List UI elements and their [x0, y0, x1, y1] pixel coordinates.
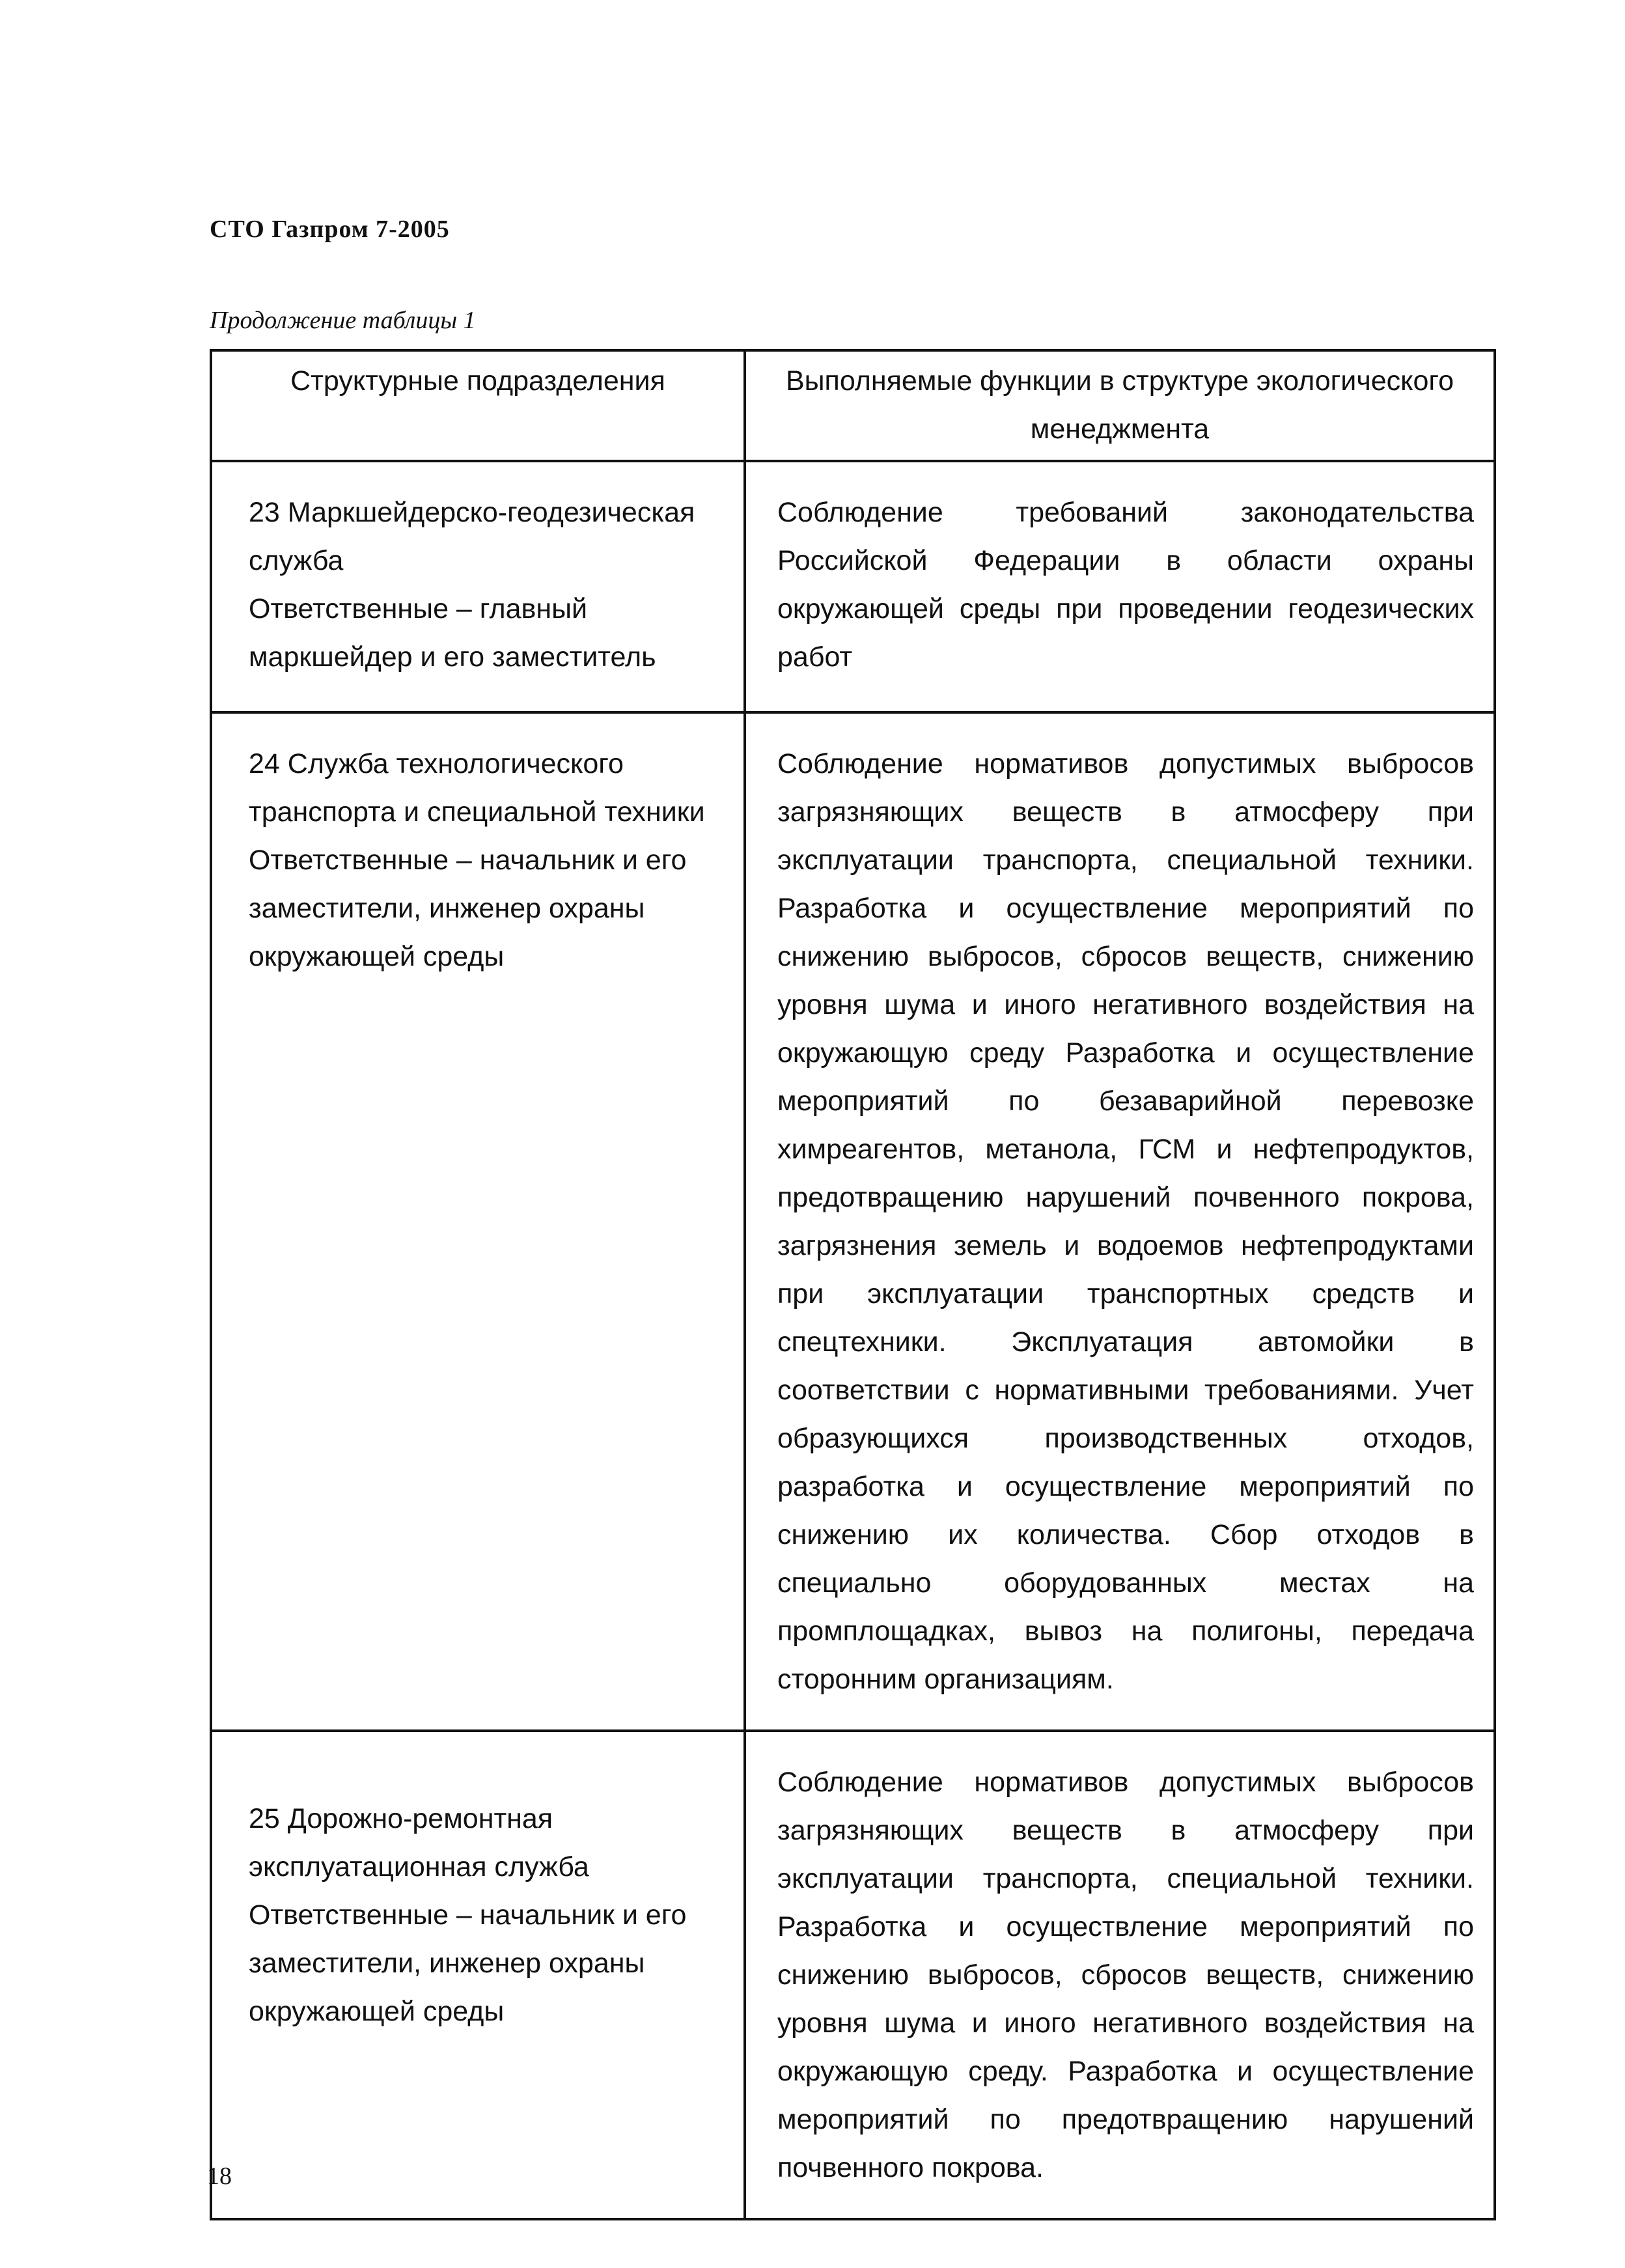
column-header-functions: Выполняемые функции в структуре экологического менеджмента	[745, 350, 1495, 461]
unit-responsible: Ответственные – начальник и его заместители, инженер охраны окружающей среды	[249, 1899, 687, 2027]
unit-responsible: Ответственные – начальник и его заместители, инженер охраны окружающей среды	[249, 845, 687, 972]
functions-text: Соблюдение требований законодательства Российской Федерации в области охраны окружающей среды при проведении геодезических работ	[777, 497, 1474, 673]
unit-responsible: Ответственные – главный маркшейдер и его заместитель	[249, 593, 656, 673]
document-code: СТО Газпром 7-2005	[210, 216, 450, 243]
unit-name: 25 Дорожно-ремонтная эксплуатационная служба	[249, 1803, 589, 1883]
functions-table	[210, 349, 1496, 2220]
functions-text: Соблюдение нормативов допустимых выбросов загрязняющих веществ в атмосферу при эксплуатации транспорта, специальной техники. Разработка и осуществление мероприятий по снижению выбросов, сбросов веществ, снижению уровня шума и иного негативного воздействия на окружающую среду. Разработка и осуществление мероприятий по предотвращению нарушений почвенного покрова.	[777, 1767, 1474, 2183]
table-caption: Продолжение таблицы 1	[210, 307, 476, 334]
functions-cell	[745, 461, 1495, 712]
table-row	[211, 1731, 1495, 2219]
column-header-units: Структурные подразделения	[211, 350, 745, 461]
unit-name: 23 Маркшейдерско-геодезическая служба	[249, 497, 695, 576]
unit-cell	[211, 712, 745, 1731]
table-header-row	[211, 350, 1495, 461]
page-number: 18	[207, 2163, 232, 2190]
unit-cell	[211, 461, 745, 712]
functions-text: Соблюдение нормативов допустимых выбросов загрязняющих веществ в атмосферу при эксплуатации транспорта, специальной техники. Разработка и осуществление мероприятий по снижению выбросов, сбросов веществ, снижению уровня шума и иного негативного воздействия на окружающую среду Разработка и осуществление мероприятий по безаварийной перевозке химреагентов, метанола, ГСМ и нефтепродуктов, предотвращению нарушений почвенного покрова, загрязнения земель и водоемов нефтепродуктами при эксплуатации транспортных средств и спецтехники. Эксплуатация автомойки в соответствии с нормативными требованиями. Учет образующихся производственных отходов, разработка и осуществление мероприятий по снижению их количества. Сбор отходов в специально оборудованных местах на промплощадках, вывоз на полигоны, передача сторонним организациям.	[777, 748, 1474, 1695]
table-row	[211, 712, 1495, 1731]
unit-name: 24 Служба технологического транспорта и специальной техники	[249, 748, 705, 828]
functions-cell	[745, 1731, 1495, 2219]
table-row	[211, 461, 1495, 712]
functions-cell	[745, 712, 1495, 1731]
unit-cell	[211, 1731, 745, 2219]
